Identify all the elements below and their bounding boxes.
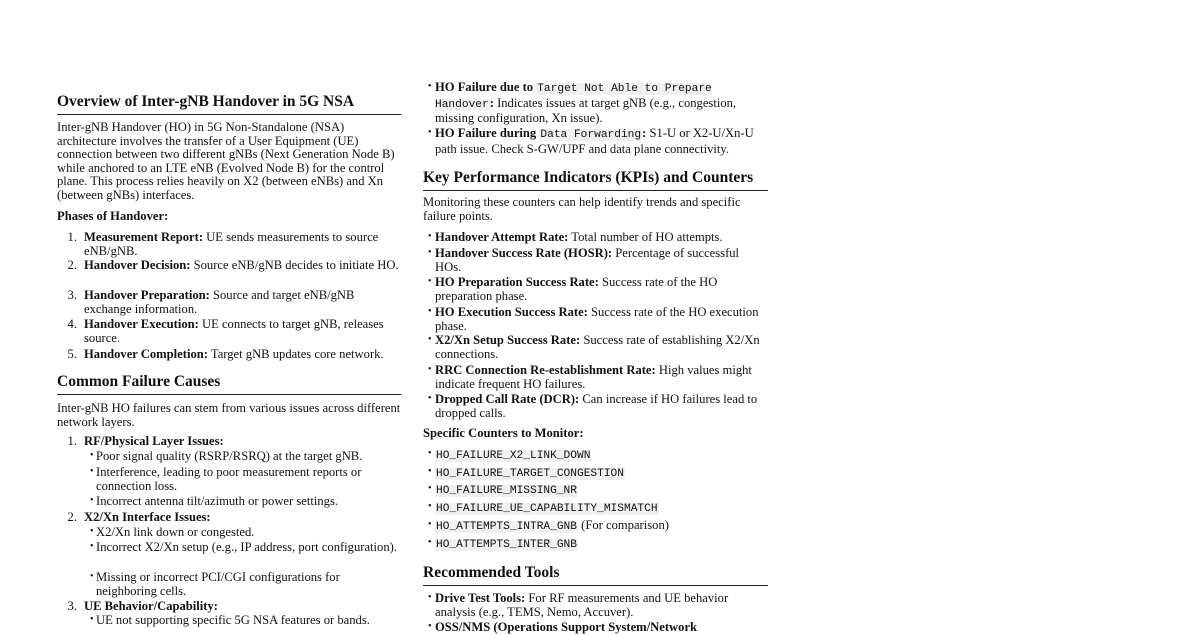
kpi-heading: Key Performance Indicators (KPIs) and Counters [423,169,768,191]
phases-heading: Phases of Handover: [57,209,169,223]
phase-number: 3. [67,288,77,302]
phase-desc: Target gNB updates core network. [207,347,384,361]
phase-term: Handover Decision: [84,258,191,272]
phase-number: 4. [67,317,77,331]
kpi-paragraph: Monitoring these counters can help identify trends and specific failure points. [423,195,741,223]
phase-number: 2. [67,258,77,272]
phase-desc: Source eNB/gNB decides to initiate HO. [190,258,399,272]
phase-number: 5. [67,347,77,361]
phase-desc: Source and target eNB/gNB exchange information. [84,288,355,316]
failure-causes-heading: Common Failure Causes [57,373,401,395]
phase-term: Handover Preparation: [84,288,210,302]
phase-term: Measurement Report: [84,230,204,244]
phase-term: Handover Execution: [84,317,199,331]
phase-desc: UE connects to target gNB, releases source. [84,317,384,345]
failure-code: Target Not Able to Prepare Handover [435,83,712,111]
failure-code: Data Forwarding [540,129,642,141]
failure-causes-paragraph: Inter-gNB HO failures can stem from various issues across different network layers. [57,401,401,429]
phase-desc: UE sends measurements to source eNB/gNB. [84,230,379,258]
overview-paragraph: Inter-gNB Handover (HO) in 5G Non-Standalone (NSA) architecture involves the transfer of a User Equipment (UE) connection between two different gNBs (Next Generation Node B) while anchored to an LTE eNB (Evolved Node B) for the control plane. This process relies heavily on X2 (between eNBs) and Xn (between gNBs) interfaces. [57,120,395,202]
phase-term: Handover Completion: [84,347,208,361]
tools-heading: Recommended Tools [423,564,768,586]
cause-title: X2/Xn Interface Issues: [84,510,211,524]
cause-number: 3. [67,599,77,613]
cause-title: UE Behavior/Capability: [84,599,218,613]
cause-number: 1. [67,434,77,448]
counters-heading: Specific Counters to Monitor: [423,426,584,440]
phase-number: 1. [67,230,77,244]
overview-heading: Overview of Inter-gNB Handover in 5G NSA [57,93,401,115]
cause-title: RF/Physical Layer Issues: [84,434,224,448]
cause-number: 2. [67,510,77,524]
